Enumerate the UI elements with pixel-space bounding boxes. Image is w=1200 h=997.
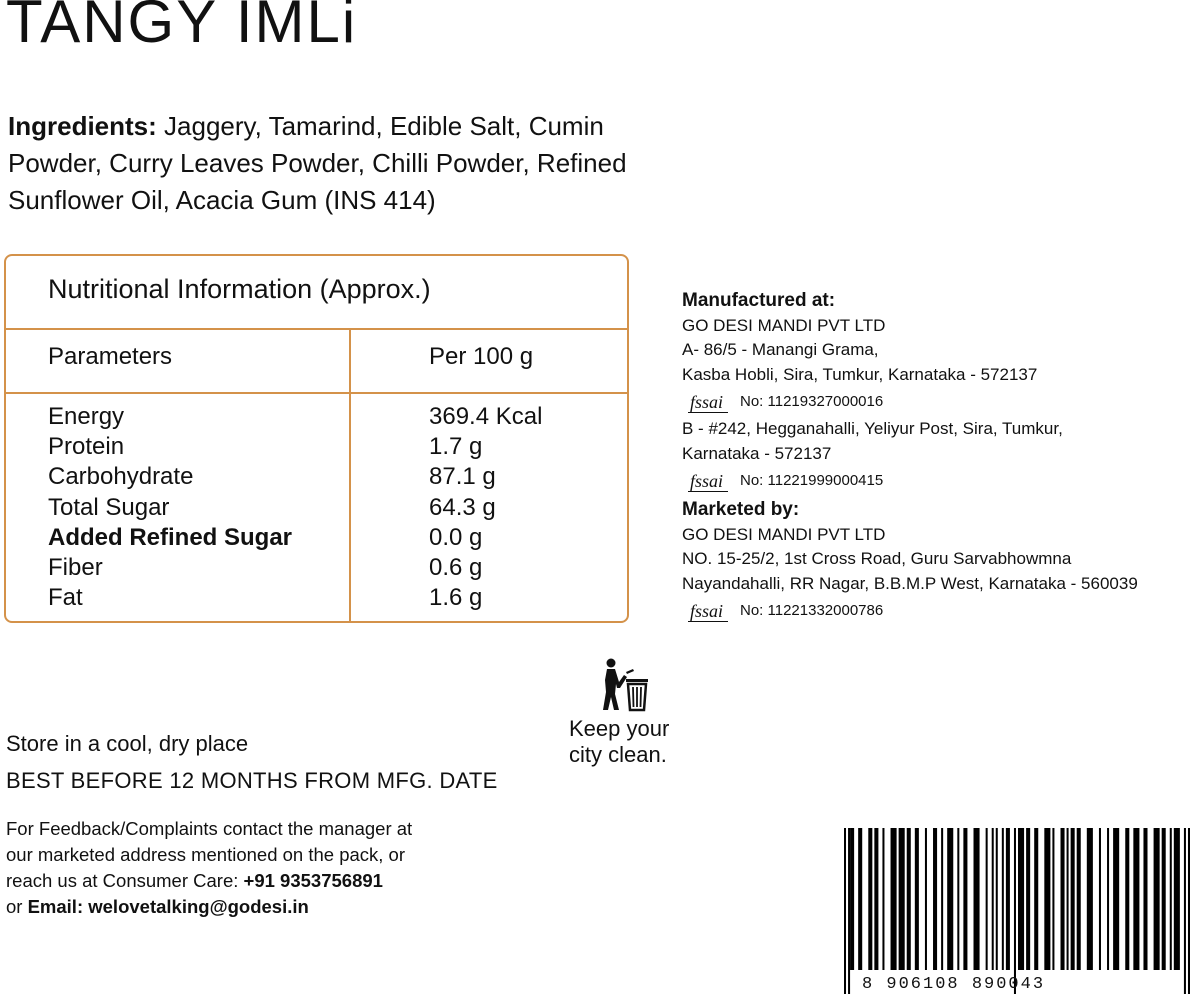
barcode-bar xyxy=(1018,828,1024,970)
feedback-line: our marketed address mentioned on the pack, or xyxy=(6,844,406,865)
fssai-logo-icon: fssai xyxy=(682,472,728,490)
barcode-bar xyxy=(1162,828,1166,970)
param-name: Added Refined Sugar xyxy=(48,523,293,551)
barcode-bar xyxy=(1133,828,1139,970)
ingredients-text: Jaggery, Tamarind, Edible Salt, Cumin Powder, Curry Leaves Powder, Chilli Powder, Refined Sunflower Oil, Acacia Gum (INS 414) xyxy=(8,111,627,215)
manufactured-heading: Manufactured at: xyxy=(682,290,836,311)
address-line: Kasba Hobli, Sira, Tumkur, Karnataka - 572137 xyxy=(682,364,1038,384)
nutrition-rows xyxy=(6,402,627,613)
barcode-bar xyxy=(899,828,905,970)
param-value: 64.3 g xyxy=(429,493,496,521)
barcode-bar xyxy=(1107,828,1109,970)
fssai-license xyxy=(682,387,1200,417)
storage-instruction: Store in a cool, dry place xyxy=(6,731,249,756)
column-parameters: Parameters xyxy=(48,343,173,370)
marketer-company: GO DESI MANDI PVT LTD xyxy=(682,524,886,544)
address-line: Nayandahalli, RR Nagar, B.B.M.P West, Karnataka - 560039 xyxy=(682,573,1138,593)
fssai-license xyxy=(682,466,1200,496)
barcode-digits: 8 906108 890043 xyxy=(862,975,1046,994)
nutrition-header xyxy=(6,256,627,330)
barcode-bar xyxy=(874,828,878,970)
barcode-bar xyxy=(1026,828,1030,970)
barcode-bar xyxy=(848,828,850,994)
barcode-bar xyxy=(996,828,998,970)
manufacturer-info xyxy=(682,289,1200,626)
address-line: A- 86/5 - Manangi Grama, xyxy=(682,340,879,359)
fssai-number: No: 11221999000415 xyxy=(740,471,884,489)
barcode-bar xyxy=(1071,828,1075,970)
barcode-bar xyxy=(1154,828,1160,970)
barcode-bar xyxy=(1184,828,1186,994)
table-row xyxy=(6,553,627,583)
barcode-bar xyxy=(1077,828,1081,970)
barcode-bar xyxy=(992,828,994,970)
barcode-icon xyxy=(840,828,1194,994)
clean-line-2: city clean. xyxy=(569,742,667,767)
barcode-bar xyxy=(1087,828,1093,970)
address-line: NO. 15-25/2, 1st Cross Road, Guru Sarvabhowmna xyxy=(682,549,1072,568)
barcode-bar xyxy=(933,828,937,970)
barcode-bar xyxy=(1006,828,1010,970)
barcode-bar xyxy=(915,828,919,970)
table-row xyxy=(6,462,627,492)
param-value: 369.4 Kcal xyxy=(429,403,543,430)
table-row xyxy=(6,493,627,523)
barcode-bar xyxy=(1099,828,1101,970)
barcode-bar xyxy=(1044,828,1050,970)
keep-city-clean-text xyxy=(569,716,669,768)
barcode-bar xyxy=(1002,828,1004,970)
barcode-bar xyxy=(1170,828,1172,970)
barcode-bar xyxy=(1143,828,1147,970)
ingredients-label: Ingredients: xyxy=(8,111,157,141)
barcode-bar xyxy=(947,828,953,970)
param-name: Total Sugar xyxy=(48,493,170,521)
barcode-bar xyxy=(1174,828,1180,970)
litter-bin-icon xyxy=(600,658,650,712)
nutrition-table xyxy=(4,254,629,623)
consumer-care-phone: +91 9353756891 xyxy=(243,870,383,891)
param-name: Carbohydrate xyxy=(48,463,194,491)
fssai-number: No: 11219327000016 xyxy=(740,392,884,410)
consumer-care-label: reach us at Consumer Care: xyxy=(6,870,244,891)
barcode-bar xyxy=(1061,828,1065,970)
param-value: 87.1 g xyxy=(429,463,496,491)
barcode-bar xyxy=(844,828,846,994)
feedback-block xyxy=(6,816,566,920)
barcode-bar xyxy=(891,828,897,970)
barcode-bar xyxy=(850,828,854,970)
barcode-bar xyxy=(1188,828,1190,994)
param-name: Fat xyxy=(48,584,83,612)
barcode-bar xyxy=(1052,828,1054,970)
barcode-bar xyxy=(1067,828,1069,970)
barcode-bar xyxy=(963,828,967,970)
nutrition-column-header xyxy=(6,328,627,394)
clean-line-1: Keep your xyxy=(569,716,670,741)
address-line: Karnataka - 572137 xyxy=(682,443,832,463)
address-line: B - #242, Hegganahalli, Yeliyur Post, Sira, Tumkur, xyxy=(682,419,1063,438)
param-name: Fiber xyxy=(48,553,103,581)
fssai-license xyxy=(682,596,1200,626)
param-value: 0.6 g xyxy=(429,553,483,581)
barcode-bar xyxy=(1014,828,1016,994)
param-name: Energy xyxy=(48,403,125,430)
barcode-bar xyxy=(1113,828,1119,970)
barcode-bar xyxy=(882,828,884,970)
param-value: 1.7 g xyxy=(429,433,483,461)
barcode-bar xyxy=(907,828,911,970)
product-title: TANGY IMLi xyxy=(6,0,358,55)
table-row xyxy=(6,523,627,553)
fssai-logo-icon: fssai xyxy=(682,602,728,620)
fssai-number: No: 11221332000786 xyxy=(740,601,884,619)
barcode-bar xyxy=(925,828,927,970)
or-label: or xyxy=(6,896,28,917)
barcode-bar xyxy=(941,828,943,970)
table-row xyxy=(6,583,627,613)
barcode-bar xyxy=(868,828,872,970)
ingredients-block xyxy=(8,108,658,219)
best-before: BEST BEFORE 12 MONTHS FROM MFG. DATE xyxy=(6,768,498,793)
param-name: Protein xyxy=(48,433,125,461)
feedback-line xyxy=(6,868,566,894)
param-value: 0.0 g xyxy=(429,523,483,551)
table-row xyxy=(6,402,627,432)
manufacturer-company: GO DESI MANDI PVT LTD xyxy=(682,315,886,335)
marketed-heading: Marketed by: xyxy=(682,499,800,520)
table-row xyxy=(6,432,627,462)
param-value: 1.6 g xyxy=(429,584,483,612)
feedback-line: For Feedback/Complaints contact the manager at xyxy=(6,818,413,839)
barcode-bar xyxy=(957,828,959,970)
barcode-bar xyxy=(986,828,988,970)
nutrition-heading: Nutritional Information (Approx.) xyxy=(48,274,431,304)
barcode-bar xyxy=(1125,828,1129,970)
fssai-logo-icon: fssai xyxy=(682,393,728,411)
column-per-100g: Per 100 g xyxy=(429,343,534,370)
consumer-email: Email: welovetalking@godesi.in xyxy=(27,896,309,917)
barcode-bar xyxy=(1034,828,1038,970)
barcode-bar xyxy=(974,828,980,970)
barcode-bar xyxy=(858,828,862,970)
feedback-line xyxy=(6,894,566,920)
